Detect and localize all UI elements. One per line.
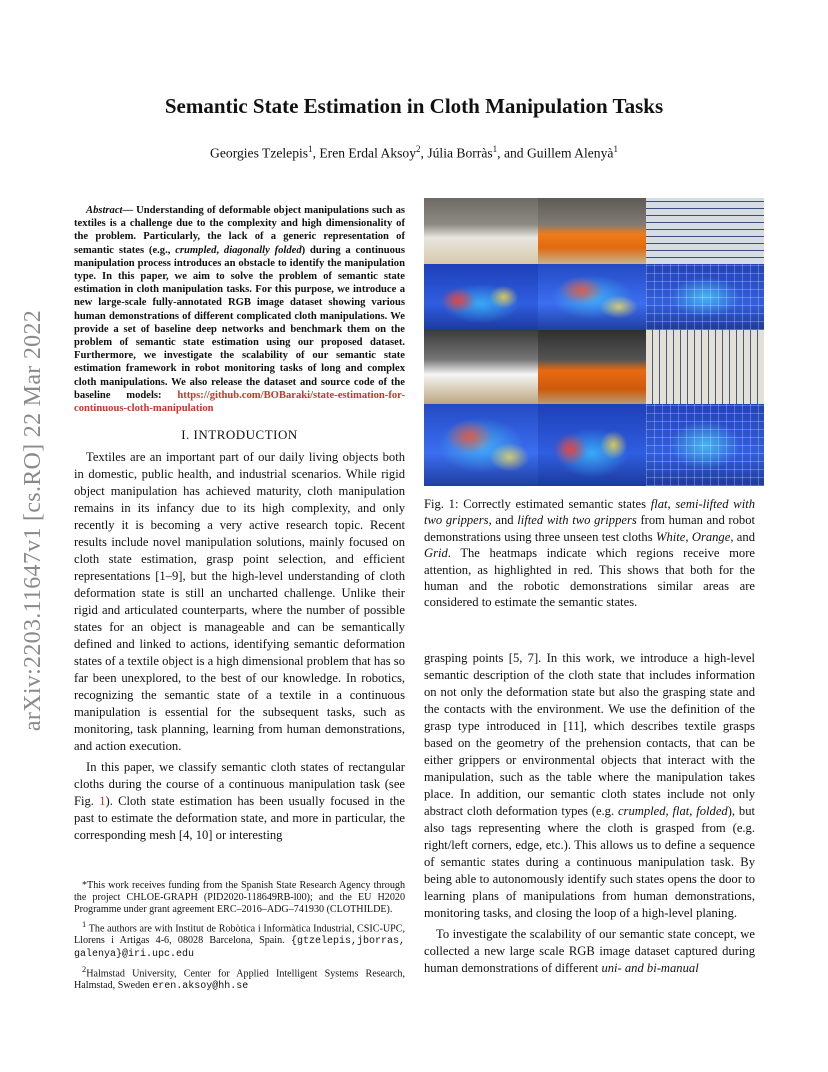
author-separator: , and	[497, 145, 527, 161]
abstract-italic: crumpled	[175, 244, 217, 256]
body-text: grasping points [5, 7]. In this work, we introduce a high-level semantic description of the cloth state that includes information on not only the deformation state but also the grasping state and the contacts with the environment. We use the definition of the grasp type introduced in [11], which describes textile grasps based on the geometry of the prehension contacts, that can be either grippers or environmental objects that interact with the manipulation, such as the table where the manipulation takes place. In addition, our semantic cloth states include not only abstract cloth deformation types (e.g.	[424, 651, 755, 818]
caption-text: ,	[685, 529, 692, 544]
author-affiliation: 1	[308, 144, 313, 154]
caption-text: . The heatmaps indicate which regions receive more attention, as highlighted in red. This shows that both for the human and the robotic demonstrations similar areas are considered to estimate the semantic states.	[424, 546, 755, 610]
photo-orange-human	[538, 198, 646, 264]
author-separator: ,	[420, 145, 428, 161]
author-list	[100, 144, 728, 162]
heatmap-white-human	[424, 264, 538, 330]
right-column-figure	[424, 198, 755, 623]
caption-state: semi-lifted with two grippers	[424, 497, 755, 528]
caption-text: Fig. 1: Correctly estimated semantic states	[424, 497, 651, 511]
footnote-funding: *This work receives funding from the Spanish State Research Agency through the project CHLOE-GRAPH (PID2020-118649RB-l00); and the EU H2020 Programme under grant agreement ERC–2016–ADG–741930 (CLOTHILDE).	[74, 880, 405, 916]
repository-link[interactable]: https://github.com/BOBaraki/state-estimation-for-continuous-cloth-manipulation	[74, 389, 405, 415]
footnote-text: The authors are with Institut de Robòtica i Informàtica Industrial, CSIC-UPC, Llorens i Artigas 4-6, 08028 Barcelona, Spain.	[74, 922, 406, 947]
right-column-body	[424, 650, 755, 977]
photo-grid-robot	[646, 330, 764, 404]
heatmap-grid-robot	[646, 404, 764, 486]
heatmap-white-robot	[424, 404, 538, 486]
abstract-dash: —	[122, 205, 137, 216]
footnotes	[74, 880, 405, 995]
author-name: Georgies Tzelepis	[210, 145, 309, 161]
abstract-lead: Abstract	[86, 205, 123, 216]
author-name: Guillem Alenyà	[526, 145, 614, 161]
intro-text: In this paper, we classify semantic cloth states of rectangular cloths during the course of a continuous manipulation task (see Fig.	[74, 760, 405, 809]
left-column	[74, 204, 405, 844]
heatmap-grid-human	[646, 264, 764, 330]
abstract-italic: diagonally folded	[223, 244, 302, 256]
photo-orange-robot	[538, 330, 646, 404]
intro-text: ). Cloth state estimation has been usually focused in the past to estimate the deformation state, and more in particular, the corresponding mesh [4, 10] or interesting	[74, 794, 405, 843]
photo-grid-human	[646, 198, 764, 264]
photo-white-robot	[424, 330, 538, 404]
photo-white-human	[424, 198, 538, 264]
author-affiliation: 2	[416, 144, 421, 154]
caption-state: flat	[650, 497, 668, 511]
arxiv-identifier: arXiv:2203.11647v1 [cs.RO] 22 Mar 2022	[20, 309, 47, 731]
body-text: To investigate the scalability of our semantic state concept, we collected a new large scale RGB image dataset captured during human demonstrations of different	[424, 927, 755, 975]
body-text: ), but also tags representing where the cloth is grasped from (e.g. right/left corners, edge, etc.). This allows us to define a sequence of semantic states during a continuous manipulation task. By being able to autonomously identify such states opens the door to learning plans of manipulations from human demonstrations, monitoring tasks, and closing the loop of a high-level planing.	[424, 804, 755, 920]
caption-text: from human and robot demonstrations using three unseen test cloths	[424, 513, 756, 544]
footnote-marker: 1	[82, 919, 87, 929]
caption-cloth: White	[655, 529, 686, 544]
arxiv-sidebar	[14, 282, 54, 758]
intro-paragraph-1: Textiles are an important part of our daily living objects both in domestic, public health, and industrial scenarios. While rigid object manipulation has achieved maturity, cloth manipulation remains in its infancy due to its high complexity, and only recently it is becoming a very active research topic. Recent results include novel manipulation solutions, mainly focused on cloth state estimation, grasp point selection, and efficient representations [1–9], but the high-level understanding of cloth deformation state is still an uncharted challenge. Unlike their rigid and articulated counterparts, where the number of possible states for an object is manageable and can be semantically defined and linked to actions, identifying semantic deformation states of a textile object is a high dimensional problem that has so far been unexplored, to the best of our knowledge. In robotics, recognizing the semantic state of a textile in a continuous manipulation is essential for the subsequent tasks, such as monitoring, task planning, learning from human demonstrations, and action execution.	[74, 450, 405, 754]
heatmap-orange-human	[538, 264, 646, 330]
section-heading: I. INTRODUCTION	[181, 427, 298, 443]
right-paragraph-2	[424, 926, 755, 977]
body-italic: uni- and bi-manual	[601, 961, 699, 975]
author-affiliation: 1	[492, 144, 498, 154]
body-italic: crumpled, flat, folded	[617, 804, 728, 818]
figure-reference-link[interactable]: 1	[99, 794, 106, 809]
footnote-email: eren.aksoy@hh.se	[152, 981, 249, 993]
footnote-text: Halmstad University, Center for Applied Intelligent Systems Research, Halmstad, Sweden	[74, 967, 405, 992]
abstract-text: ,	[216, 244, 224, 256]
caption-state: lifted with two grippers	[517, 513, 637, 528]
footnote-marker: 2	[82, 964, 87, 974]
footnote-affiliation-2	[74, 964, 405, 994]
author-affiliation: 1	[613, 144, 618, 154]
intro-paragraph-2	[74, 759, 405, 844]
abstract-text: Understanding of deformable object manipulations such as textiles is a challenge due to the complexity and high dimensionality of the problem. Particularly, the lack of a generic representation of semantic states (e.g.,	[74, 205, 405, 256]
author-separator: ,	[312, 145, 320, 161]
figure-1-image-grid	[424, 198, 764, 486]
caption-text: , and	[730, 529, 755, 544]
caption-cloth: Grid	[424, 546, 448, 561]
figure-1-caption	[424, 496, 755, 611]
footnote-affiliation-1	[74, 919, 405, 962]
right-paragraph-1	[424, 650, 755, 922]
abstract-text: ) during a continuous manipulation process introduces an obstacle to identify the manipulation type. In this paper, we aim to solve the problem of semantic state estimation in cloth manipulation tasks. For this purpose, we introduce a new large-scale fully-annotated RGB image dataset showing various human demonstrations of different complicated cloth manipulations. We provide a set of baseline deep networks and benchmark them on the problem of semantic state estimation using our proposed dataset. Furthermore, we investigate the scalability of our semantic state estimation framework in robot monitoring tasks of long and complex cloth manipulations. We also release the dataset and source code of the baseline models:	[74, 244, 405, 401]
paper-title: Semantic State Estimation in Cloth Manipulation Tasks	[164, 94, 664, 118]
heatmap-orange-robot	[538, 404, 646, 486]
author-name: Júlia Borràs	[427, 145, 493, 161]
caption-text: ,	[667, 497, 676, 511]
footnote-email: {gtzelepis,jborras, galenya}@iri.upc.edu	[74, 936, 405, 961]
caption-cloth: Orange	[691, 529, 731, 544]
caption-text: , and	[488, 513, 518, 528]
author-name: Eren Erdal Aksoy	[319, 145, 417, 161]
abstract	[74, 204, 405, 415]
